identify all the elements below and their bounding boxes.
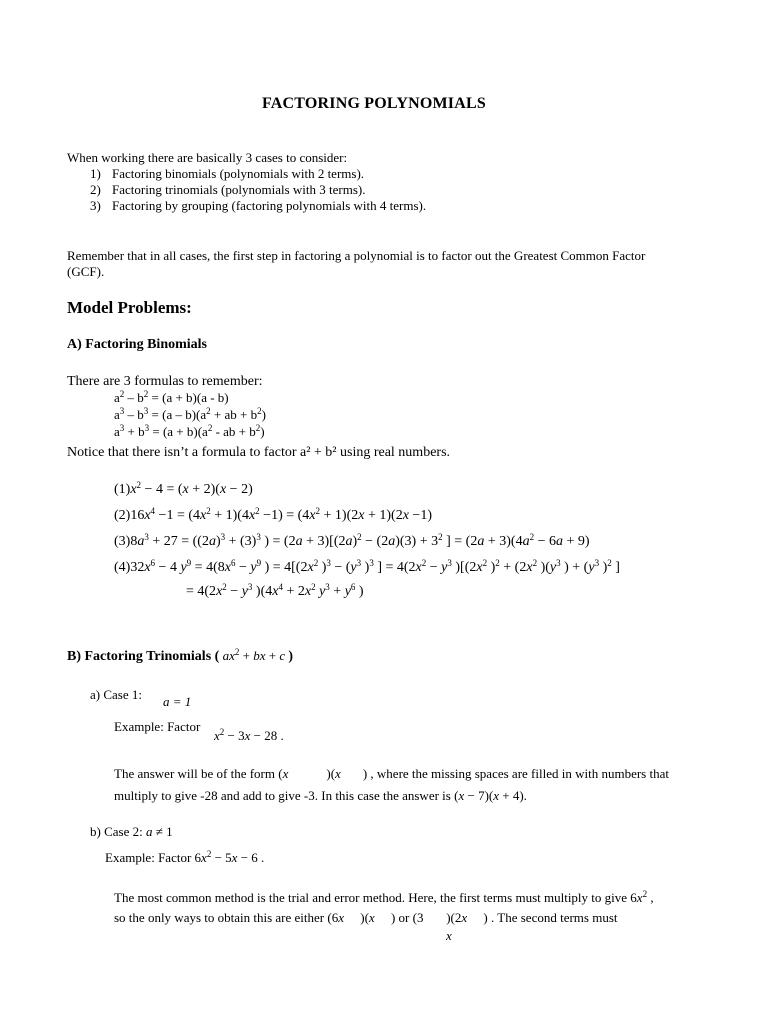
case-number: 3) [90,198,101,213]
case-list-item [90,198,426,214]
case-list-item [90,166,364,182]
section-a-heading: A) Factoring Binomials [67,337,207,352]
trial-subscript-x: x [446,928,452,943]
example-equation-1: $(1)x^2 - 4 = (x + 2)(x - 2)$ [114,480,253,497]
trial-text-2a: so the only ways to obtain this are either [114,910,325,925]
case-2-expression: $6x^2 - 5x - 6$ . [194,849,265,865]
case-number: 2) [90,182,101,197]
model-problems-heading: Model Problems: [67,298,192,317]
case-text: Factoring trinomials (polynomials with 3 terms). [112,182,366,197]
case-1-label: a) Case 1: [90,687,142,702]
case-list-item [90,182,365,198]
trial-option-2: (3 )(2x ) [412,910,492,925]
case-1-answer-line-2 [114,788,527,804]
case-text: Factoring binomials (polynomials with 2 terms). [112,166,365,181]
remember-line-2: (GCF). [67,264,105,279]
case-1-expression: $x^2 - 3x - 28$ . [214,727,284,743]
trial-option-1: (6x )(x ) [327,910,399,925]
notice-text: Notice that there isn’t a formula to factor a² + b² using real numbers. [67,445,451,460]
formula-sum-of-cubes: $a^3 + b^3 = (a + b)(a^2$ - ab + $b^2$) [114,423,265,439]
page-title: FACTORING POLYNOMIALS [262,95,486,112]
trinomial-general-form: $ax^2$ + bx + c [222,647,286,663]
trial-line-1 [114,890,654,906]
trial-text-2b: . The second terms must [491,910,618,925]
case-2-label [90,824,173,840]
trial-or: or [398,910,410,925]
formula-difference-of-cubes: $a^3 - b^3 = (a - b)(a^2$ + ab + $b^2$) [114,406,266,422]
case-1-example-label: Example: Factor [114,719,201,734]
answer-form-mid: )(x [326,766,341,781]
intro-text: When working there are basically 3 cases to consider: [67,150,348,165]
trial-line-2 [114,910,618,926]
section-b-heading [67,648,293,665]
example-equation-4: $(4)32x^6 - 4$ $y^9 = 4(8x^6 - y^9$ ) = $4[(2x^2$ )$^3 - (y^3$ )$^3$ ] = $4(2x^2 - y^3$ )[($2x^2$ )$^2 + (2x^2$ )($y^3$ ) + ($y^3$ )$^2$ ] [114,558,620,575]
case-2-condition: a ≠ 1 [145,824,173,839]
case-2-label-text: b) Case 2: [90,824,143,839]
example-equation-2: $(2)16x^4 -1 = (4x^2 + 1)(4x^2 -1) = (4x^2 + 1)(2x + 1)(2x -1)$ [114,506,432,523]
case-2-example [105,850,264,866]
formula-difference-of-squares: $a^2 - b^2 = (a + b)(a - b)$ [114,389,229,405]
case-2-example-label: Example: Factor [105,850,192,865]
example-equation-4-continued: = $4(2x^2 - y^3$ )($4x^4 + 2x^2$ $y^3 + y^6$ ) [186,582,364,599]
case-text: Factoring by grouping (factoring polynomials with 4 terms). [112,198,427,213]
trial-text-1: The most common method is the trial and error method. Here, the first terms must multiply to give [114,890,628,905]
case-1-answer-line-1 [114,766,669,782]
answer-form-end: ) , where the missing spaces are filled in with numbers that [362,766,669,781]
case-1-condition: a = 1 [163,694,192,709]
case-1-answer: (x − 7)(x + 4). [454,788,527,803]
trial-expression: $6x^2$ , [630,889,654,905]
section-b-text: B) Factoring Trinomials ( [67,649,220,664]
example-equation-3: $(3)8a^3 + 27 = ((2a)^3 + (3)^3$ ) = $(2a + 3)[(2a)^2 - (2a)(3) + 3^2$ ] = $(2a + 3)(4a^2 - 6a + 9)$ [114,532,590,549]
case-number: 1) [90,166,101,181]
answer-form-start: The answer will be of the form (x [114,766,289,781]
section-b-close: ) [288,649,294,664]
answer-explanation: multiply to give -28 and add to give -3. In this case the answer is [114,788,451,803]
formulas-intro: There are 3 formulas to remember: [67,374,263,389]
remember-line-1: Remember that in all cases, the first step in factoring a polynomial is to factor out the Greatest Common Factor [67,248,646,263]
